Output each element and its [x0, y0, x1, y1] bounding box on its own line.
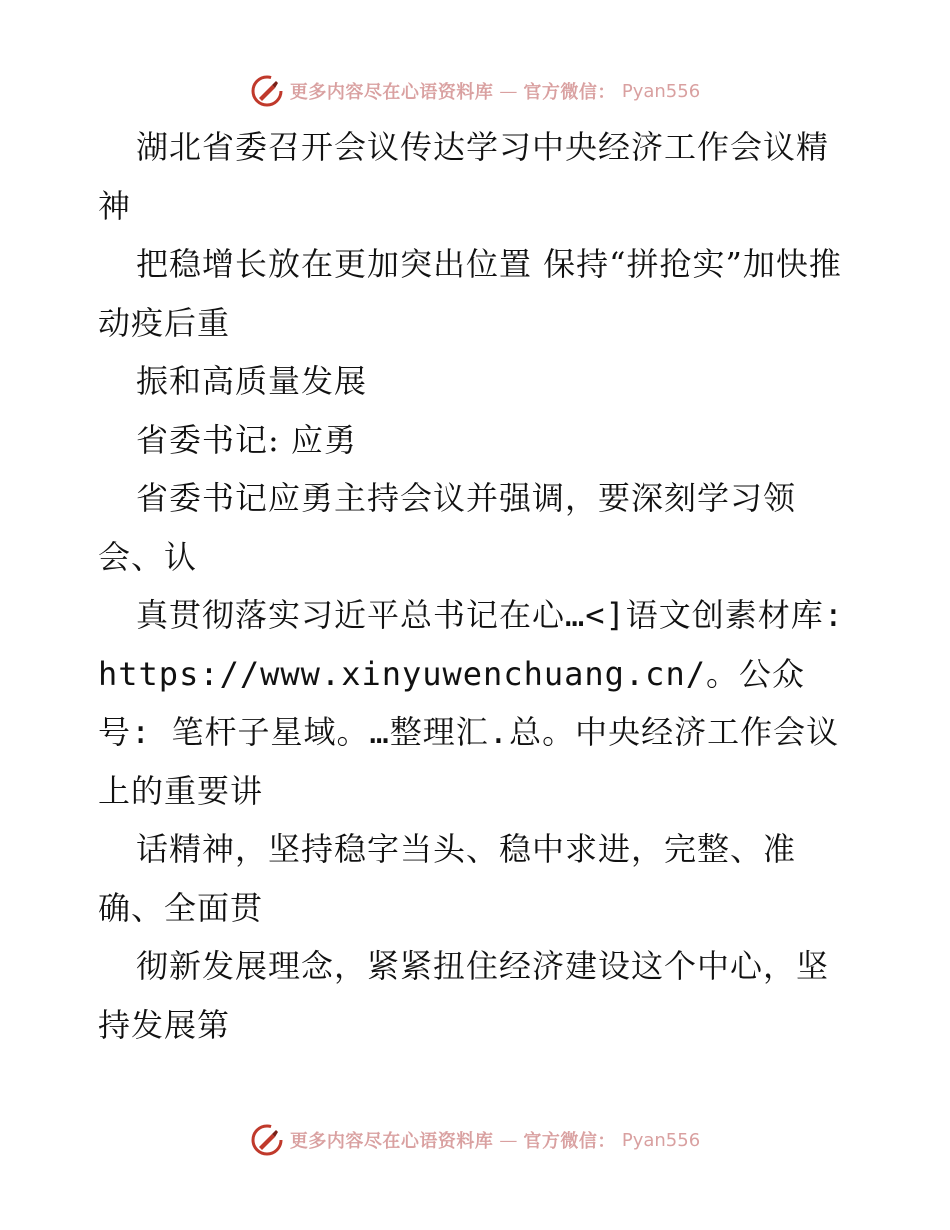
document-title-line: 湖北省委召开会议传达学习中央经济工作会议精神	[98, 128, 830, 225]
footer-watermark-banner	[0, 1118, 950, 1162]
document-author-line: 省委书记: 应勇	[136, 420, 357, 459]
document-subtitle-continued: 振和高质量发展	[136, 362, 368, 400]
document-paragraph: 彻新发展理念，紧紧扭住经济建设这个中心，坚持发展第	[98, 947, 830, 1044]
banner-brand-text: 更多内容尽在心语资料库	[289, 82, 494, 103]
banner-separator: —	[499, 1129, 518, 1151]
pen-swirl-logo-icon	[250, 1123, 284, 1157]
banner-brand-text: 更多内容尽在心语资料库	[289, 1131, 494, 1152]
document-paragraph-with-link: 真贯彻落实习近平总书记在心…<]语文创素材库: https://www.xinyuwenchuang.cn/。公众号: 笔杆子星域。…整理汇.总。中央经济工作会议上的重要讲	[98, 596, 845, 810]
document-body	[98, 118, 858, 1054]
banner-separator: —	[499, 80, 518, 102]
banner-wechat-id: Pyan556	[621, 1129, 701, 1151]
header-watermark-banner	[0, 69, 950, 113]
banner-wechat-label: 官方微信：	[523, 1131, 616, 1152]
banner-wechat-label: 官方微信：	[523, 82, 616, 103]
pen-swirl-logo-icon	[250, 74, 284, 108]
document-subtitle-line: 把稳增长放在更加突出位置 保持“拼抢实”加快推动疫后重	[98, 245, 842, 342]
document-paragraph: 话精神，坚持稳字当头、稳中求进，完整、准确、全面贯	[98, 830, 797, 927]
document-paragraph: 省委书记应勇主持会议并强调，要深刻学习领会、认	[98, 479, 797, 576]
banner-wechat-id: Pyan556	[621, 80, 701, 102]
